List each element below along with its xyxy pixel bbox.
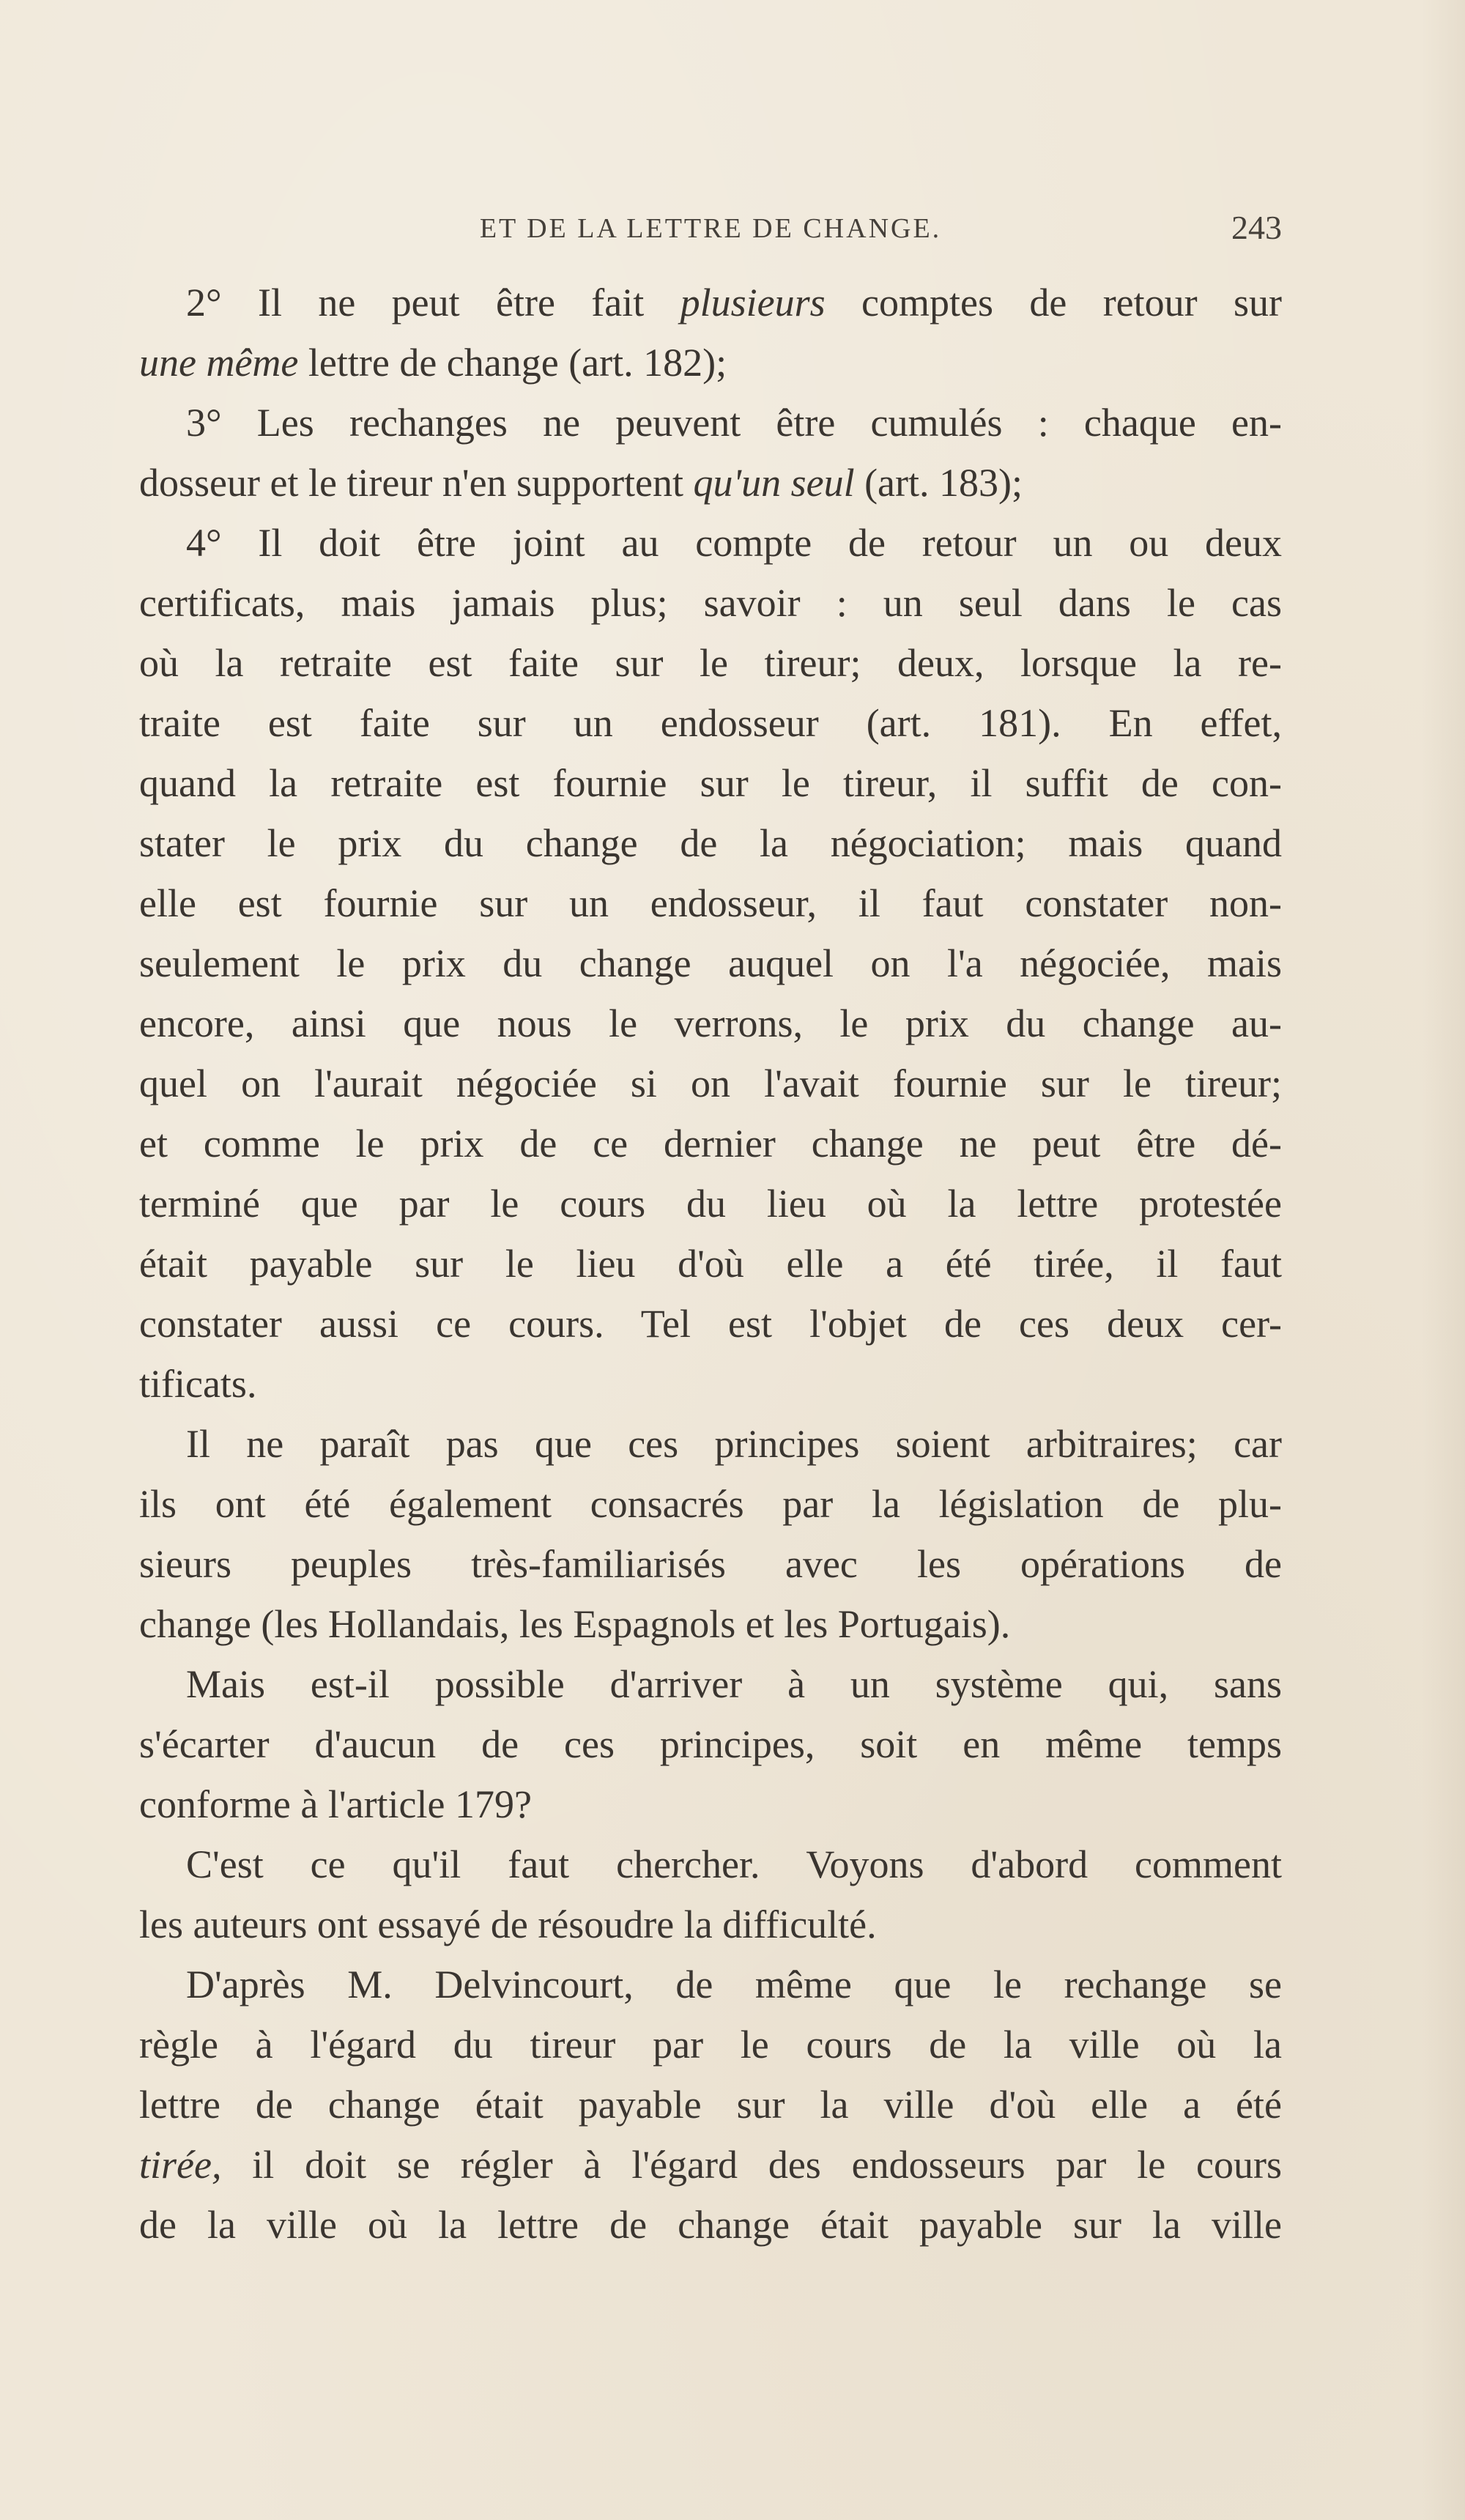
- text-line: traite est faite sur un endosseur (art. 181). En effet,: [139, 701, 1282, 745]
- text-line: Il ne paraît pas que ces principes soient arbitraires; car: [186, 1422, 1282, 1466]
- text-line: encore, ainsi que nous le verrons, le prix du change au-: [139, 1001, 1282, 1045]
- text-line: [139, 453, 1282, 513]
- text-line: les auteurs ont essayé de résoudre la difficulté.: [139, 1902, 877, 1946]
- text-line: [139, 333, 1282, 393]
- text-run: dosseur et le tireur n'en supportent: [139, 461, 694, 505]
- text-line: règle à l'égard du tireur par le cours de la ville où la: [139, 2023, 1282, 2067]
- text-line: sieurs peuples très-familiarisés avec les opérations de: [139, 1542, 1282, 1586]
- text-line: quand la retraite est fournie sur le tireur, il suffit de con-: [139, 761, 1282, 805]
- text-run: lettre de change (art. 182);: [298, 341, 727, 385]
- italic-text: plusieurs: [680, 281, 826, 325]
- text-line: lettre de change était payable sur la ville d'où elle a été: [139, 2083, 1282, 2127]
- text-line: et comme le prix de ce dernier change ne peut être dé-: [139, 1122, 1282, 1166]
- text-line: était payable sur le lieu d'où elle a été tirée, il faut: [139, 1242, 1282, 1286]
- text-line: 4° Il doit être joint au compte de retour un ou deux: [186, 521, 1282, 565]
- page-number: 243: [1231, 209, 1282, 246]
- text-line: où la retraite est faite sur le tireur; deux, lorsque la re-: [139, 641, 1282, 685]
- text-line: [139, 2135, 1282, 2195]
- text-line: elle est fournie sur un endosseur, il faut constater non-: [139, 881, 1282, 925]
- italic-text: une même: [139, 341, 299, 385]
- text-run: (art. 183);: [854, 461, 1023, 505]
- text-line: seulement le prix du change auquel on l'a négociée, mais: [139, 941, 1282, 985]
- running-title: ET DE LA LETTRE DE CHANGE.: [479, 213, 942, 244]
- text-run: il doit se régler à l'égard des endosseurs par le cours: [221, 2143, 1282, 2187]
- text-line: stater le prix du change de la négociation; mais quand: [139, 821, 1282, 865]
- text-line: conforme à l'article 179?: [139, 1782, 532, 1826]
- text-line: de la ville où la lettre de change était payable sur la ville: [139, 2203, 1282, 2247]
- text-line: change (les Hollandais, les Espagnols et les Portugais).: [139, 1602, 1011, 1646]
- body-text: [139, 273, 1282, 2255]
- italic-text: qu'un seul: [693, 461, 855, 505]
- text-line: quel on l'aurait négociée si on l'avait fournie sur le tireur;: [139, 1061, 1282, 1105]
- text-line: Mais est-il possible d'arriver à un système qui, sans: [186, 1662, 1282, 1706]
- text-run: 2° Il ne peut être fait: [186, 281, 680, 325]
- text-line: constater aussi ce cours. Tel est l'objet de ces deux cer-: [139, 1302, 1282, 1346]
- text-line: tificats.: [139, 1362, 257, 1406]
- running-head: [139, 208, 1282, 252]
- text-line: s'écarter d'aucun de ces principes, soit en même temps: [139, 1722, 1282, 1766]
- text-line: certificats, mais jamais plus; savoir : un seul dans le cas: [139, 581, 1282, 625]
- text-line: C'est ce qu'il faut chercher. Voyons d'abord comment: [186, 1842, 1282, 1886]
- text-line: [139, 273, 1282, 333]
- text-line: terminé que par le cours du lieu où la lettre protestée: [139, 1182, 1282, 1226]
- text-run: comptes de retour sur: [825, 281, 1282, 325]
- text-line: D'après M. Delvincourt, de même que le rechange se: [186, 1963, 1282, 2006]
- text-line: ils ont été également consacrés par la législation de plu-: [139, 1482, 1282, 1526]
- text-line: 3° Les rechanges ne peuvent être cumulés : chaque en-: [186, 401, 1282, 445]
- page-edge-shadow: [1421, 0, 1465, 2520]
- italic-text: tirée,: [139, 2143, 222, 2187]
